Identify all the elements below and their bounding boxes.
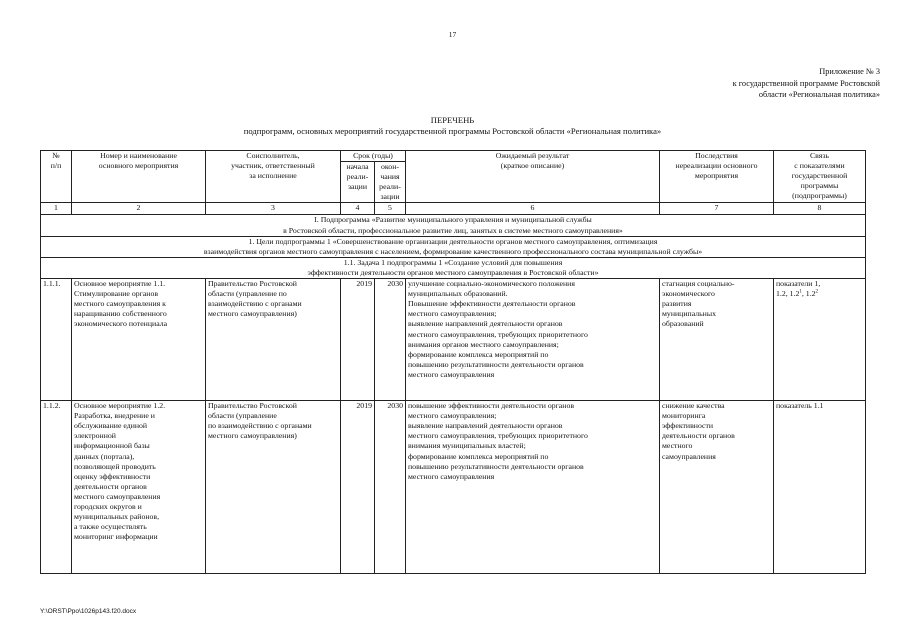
file-path-footer: Y:\ORST\Ppo\1026p143.f20.docx xyxy=(40,608,137,615)
activity-name: Основное мероприятие 1.1. Стимулирование органов местного самоуправления к наращиванию собственного экономического потенциала xyxy=(72,279,206,401)
task-row xyxy=(41,257,866,278)
column-number: 5 xyxy=(375,203,406,215)
activities-table xyxy=(40,150,866,574)
column-number: 3 xyxy=(206,203,341,215)
header-executor: Соисполнитель, участник, ответственный за исполнение xyxy=(206,151,341,203)
column-number: 7 xyxy=(660,203,774,215)
goal-title: 1. Цели подпрограммы 1 «Совершенствование организации деятельности органов местного самоуправления, оптимизация взаимодействия органов местного самоуправления с населением, формирование качественного профессионального состава муниципальной службы» xyxy=(41,236,866,257)
header-term: Срок (годы) xyxy=(341,151,406,162)
appendix-header xyxy=(600,66,880,101)
task-title: 1.1. Задача 1 подпрограммы 1 «Создание условий для повышения эффективности деятельности органов местного самоуправления в Ростовской области» xyxy=(41,257,866,278)
header-link: Связь с показателями государственной программы (подпрограммы) xyxy=(774,151,866,203)
activity-executor: Правительство Ростовской области (управление по взаимодействию с органами местного самоуправления) xyxy=(206,279,341,401)
column-number: 4 xyxy=(341,203,375,215)
document-title xyxy=(0,115,905,137)
expected-result: повышение эффективности деятельности органов местного самоуправления; выявление направлений деятельности органов местного самоуправления, требующих приоритетного внимания муниципальных властей; формирование комплекса мероприятий по повышению результативности деятельности органов местного самоуправления xyxy=(406,401,660,574)
column-number: 8 xyxy=(774,203,866,215)
header-result: Ожидаемый результат (краткое описание) xyxy=(406,151,660,203)
appendix-line: области «Региональная политика» xyxy=(758,90,880,99)
end-year: 2030 xyxy=(375,401,406,574)
page-number: 17 xyxy=(448,30,457,39)
non-implementation-consequences: снижение качества мониторинга эффективности деятельности органов местного самоуправления xyxy=(660,401,774,574)
non-implementation-consequences: стагнация социально- экономического развития муниципальных образований xyxy=(660,279,774,401)
column-number: 6 xyxy=(406,203,660,215)
activity-name: Основное мероприятие 1.2. Разработка, внедрение и обслуживание единой электронной информационной базы данных (портала), позволяющей проводить оценку эффективности деятельности органов местного самоуправления городских округов и муниципальных районов, а также осуществлять мониторинг информации xyxy=(72,401,206,574)
title-heading: ПЕРЕЧЕНЬ xyxy=(430,115,475,125)
appendix-line: к государственной программе Ростовской xyxy=(732,78,880,88)
column-number: 2 xyxy=(72,203,206,215)
goal-row xyxy=(41,236,866,257)
start-year: 2019 xyxy=(341,279,375,401)
header-consequences: Последствия нереализации основного мероприятия xyxy=(660,151,774,203)
table-row xyxy=(41,401,866,574)
indicator-link: показатели 1, 1.2, $1.2^1$, $1.2^2$ xyxy=(774,279,866,401)
row-number: 1.1.1. xyxy=(41,279,72,401)
indicator-link: показатель 1.1 xyxy=(774,401,866,574)
activity-executor: Правительство Ростовской области (управление по взаимодействию с органами местного самоуправления) xyxy=(206,401,341,574)
table-row xyxy=(41,279,866,401)
start-year: 2019 xyxy=(341,401,375,574)
header-start: начала реали- зации xyxy=(341,162,375,203)
subprogram-title: I. Подпрограмма «Развитие муниципального управления и муниципальной службы в Ростовской области, профессиональное развитие лиц, занятых в системе местного самоуправления» xyxy=(41,215,866,236)
appendix-line: Приложение № 3 xyxy=(819,67,880,76)
column-number: 1 xyxy=(41,203,72,215)
header-end: окон- чания реали- зации xyxy=(375,162,406,203)
header-num: № п/п xyxy=(41,151,72,203)
title-subheading: подпрограмм, основных мероприятий государственной программы Ростовской области «Региональная политика» xyxy=(243,126,662,136)
end-year: 2030 xyxy=(375,279,406,401)
subprogram-row xyxy=(41,215,866,236)
row-number: 1.1.2. xyxy=(41,401,72,574)
header-row xyxy=(41,151,866,162)
header-name: Номер и наименование основного мероприятия xyxy=(72,151,206,203)
column-number-row xyxy=(41,203,866,215)
expected-result: улучшение социально-экономического положения муниципальных образований. Повышение эффективности деятельности органов местного самоуправления; выявление направлений деятельности органов местного самоуправления, требующих приоритетного внимания органов местного самоуправления; формирование комплекса мероприятий по повышению результативности деятельности органов местного самоуправления xyxy=(406,279,660,401)
